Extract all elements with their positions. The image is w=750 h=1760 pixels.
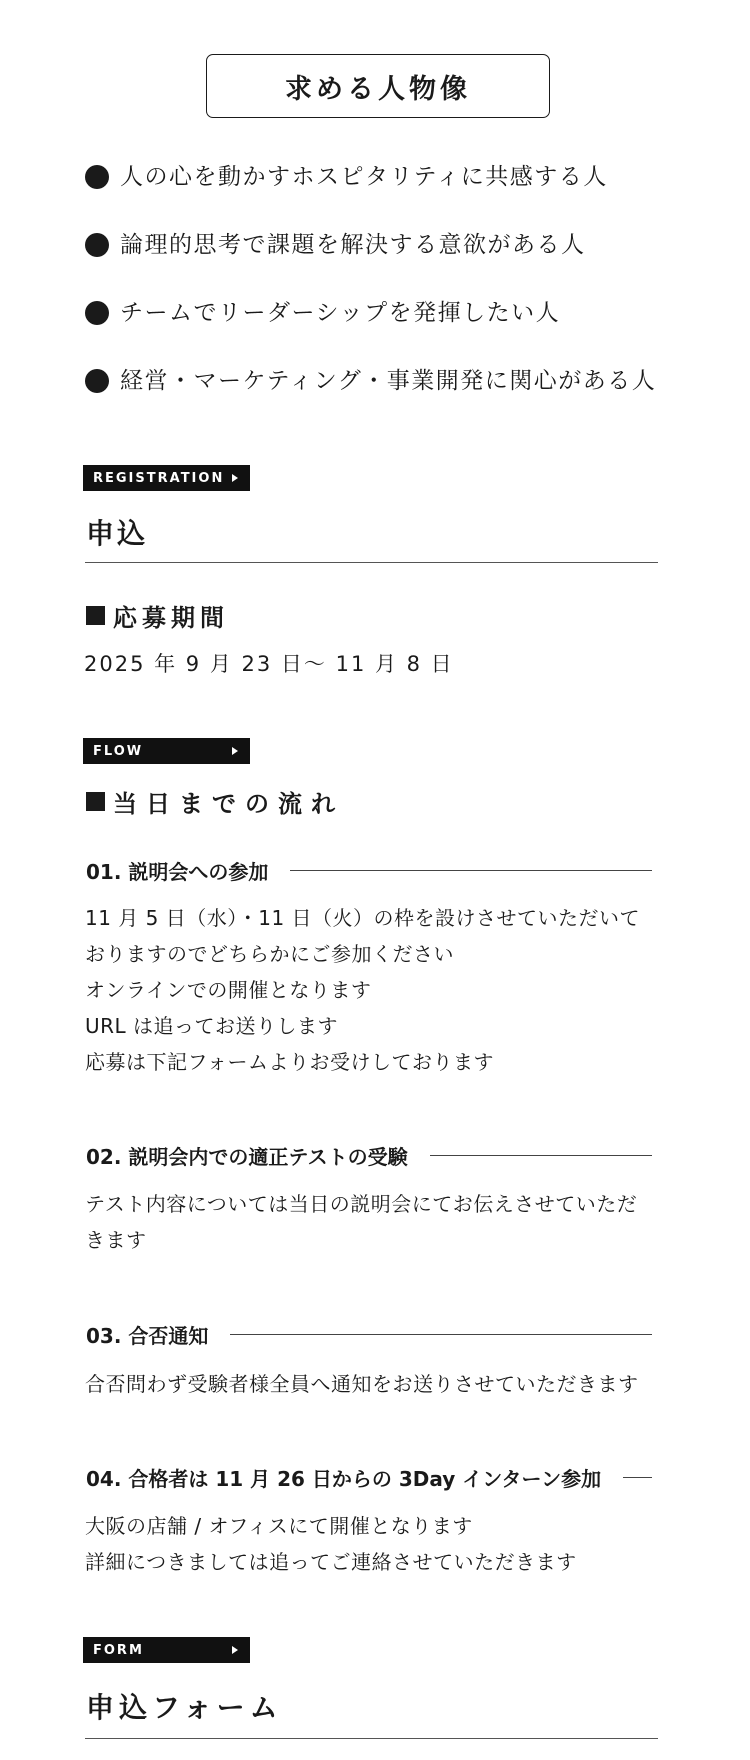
body-line: URL は追ってお送りします [85,1014,339,1038]
divider [85,562,658,563]
list-item-text: チームでリーダーシップを発揮したい人 [120,300,561,326]
body-line: オンラインでの開催となります [85,978,372,1002]
flow-step-01-title [86,856,652,885]
ideal-candidate-list [85,160,725,432]
flow-step-02-body [85,1186,665,1258]
registration-tag-label: REGISTRATION [93,470,225,486]
divider [290,870,652,871]
application-period-heading [86,598,229,633]
flow-step-title-text: 04. 合格者は 11 月 26 日からの 3Day インターン参加 [86,1467,602,1491]
list-item-text: 論理的思考で課題を解決する意欲がある人 [120,232,586,258]
form-tag-label: FORM [93,1642,144,1658]
flow-step-04-title [86,1463,652,1492]
play-arrow-icon [232,747,238,755]
square-icon [86,606,105,625]
list-item-text: 経営・マーケティング・事業開発に関心がある人 [120,368,657,394]
body-line: 合否問わず受験者様全員へ通知をお送りさせていただきます [85,1372,639,1396]
list-item [85,296,725,364]
flow-step-title-text: 03. 合否通知 [86,1324,209,1348]
bullet-icon [85,369,109,393]
divider [85,1738,658,1739]
flow-step-03-body [85,1366,665,1402]
ideal-candidate-title: 求める人物像 [206,54,550,118]
play-arrow-icon [232,474,238,482]
list-item [85,364,725,432]
body-line: 詳細につきましては追ってご連絡させていただきます [85,1550,577,1574]
application-period-label: 応募期間 [113,604,229,632]
body-line: テスト内容については当日の説明会にてお伝えさせていただ [85,1192,638,1216]
bullet-icon [85,233,109,257]
registration-title: 申込 [86,517,149,550]
divider [230,1334,652,1335]
square-icon [86,792,105,811]
bullet-icon [85,301,109,325]
form-tag [83,1637,250,1663]
divider [430,1155,652,1156]
flow-heading [86,784,344,819]
form-title: 申込フォーム [86,1691,283,1724]
list-item-text: 人の心を動かすホスピタリティに共感する人 [120,164,608,190]
body-line: 11 月 5 日（水）・11 日（火）の枠を設けさせていただいて [85,906,641,930]
play-arrow-icon [232,1646,238,1654]
body-line: 応募は下記フォームよりお受けしております [85,1050,494,1074]
flow-step-title-text: 01. 説明会への参加 [86,860,269,884]
divider [623,1477,652,1478]
list-item [85,160,725,228]
body-line: おりますのでどちらかにご参加ください [85,942,454,966]
flow-step-01-body [85,900,665,1080]
application-period-text: 2025 年 9 月 23 日〜 11 月 8 日 [84,652,454,676]
flow-step-04-body [85,1508,665,1580]
flow-heading-label: 当日までの流れ [113,790,344,818]
flow-step-title-text: 02. 説明会内での適正テストの受験 [86,1145,408,1169]
bullet-icon [85,165,109,189]
flow-step-02-title [86,1141,652,1170]
body-line: 大阪の店舗 / オフィスにて開催となります [85,1514,473,1538]
flow-step-03-title [86,1320,652,1349]
flow-tag [83,738,250,764]
registration-tag [83,465,250,491]
list-item [85,228,725,296]
body-line: きます [85,1228,147,1252]
flow-tag-label: FLOW [93,743,144,759]
